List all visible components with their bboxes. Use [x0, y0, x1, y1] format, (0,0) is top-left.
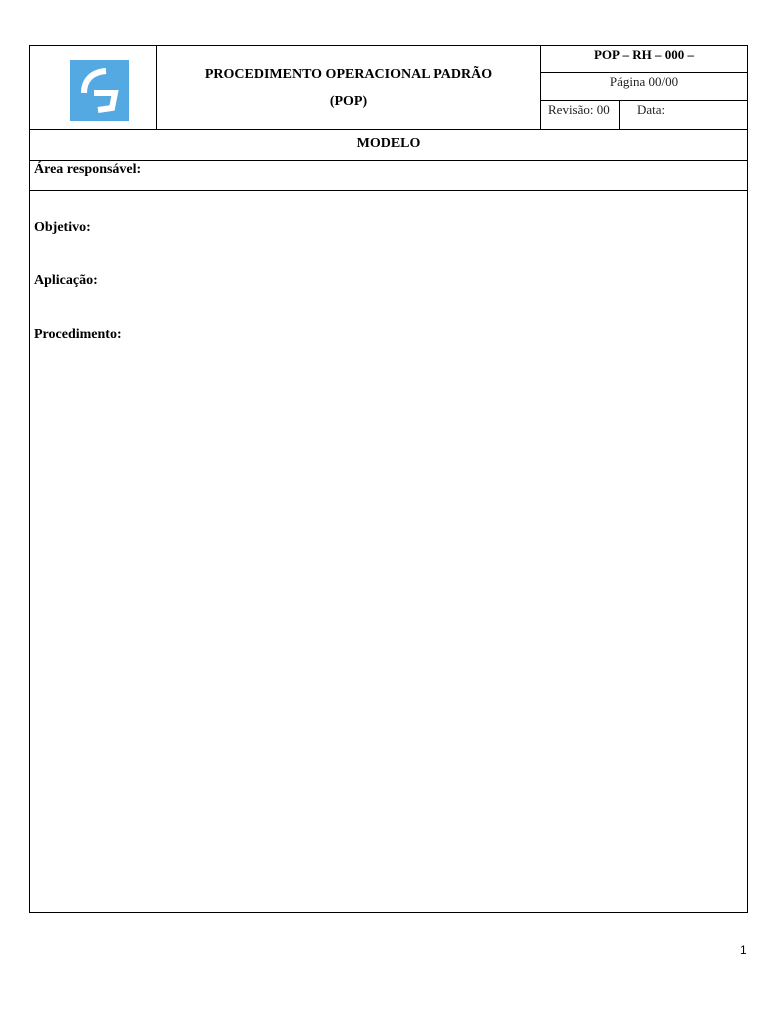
aplicacao-label: Aplicação: — [34, 273, 98, 288]
company-logo-icon — [70, 60, 129, 121]
procedimento-label: Procedimento: — [34, 327, 122, 342]
document-meta — [541, 46, 747, 129]
document-header — [30, 46, 747, 130]
logo-cell — [30, 46, 157, 129]
title-line-2: (POP) — [329, 93, 368, 109]
document-title — [157, 46, 541, 129]
area-responsavel-label: Área responsável: — [30, 161, 747, 191]
revision-number: Revisão: 00 — [541, 101, 620, 129]
objetivo-label: Objetivo: — [34, 220, 91, 235]
page-number: 1 — [740, 943, 747, 957]
document-code: POP – RH – 000 – — [541, 46, 747, 73]
date-label: Data: — [637, 102, 666, 117]
title-line-1: PROCEDIMENTO OPERACIONAL PADRÃO — [204, 66, 493, 82]
page-count: Página 00/00 — [541, 73, 747, 101]
modelo-heading: MODELO — [30, 130, 747, 161]
revision-date-row — [541, 101, 747, 129]
document-frame — [29, 45, 748, 913]
